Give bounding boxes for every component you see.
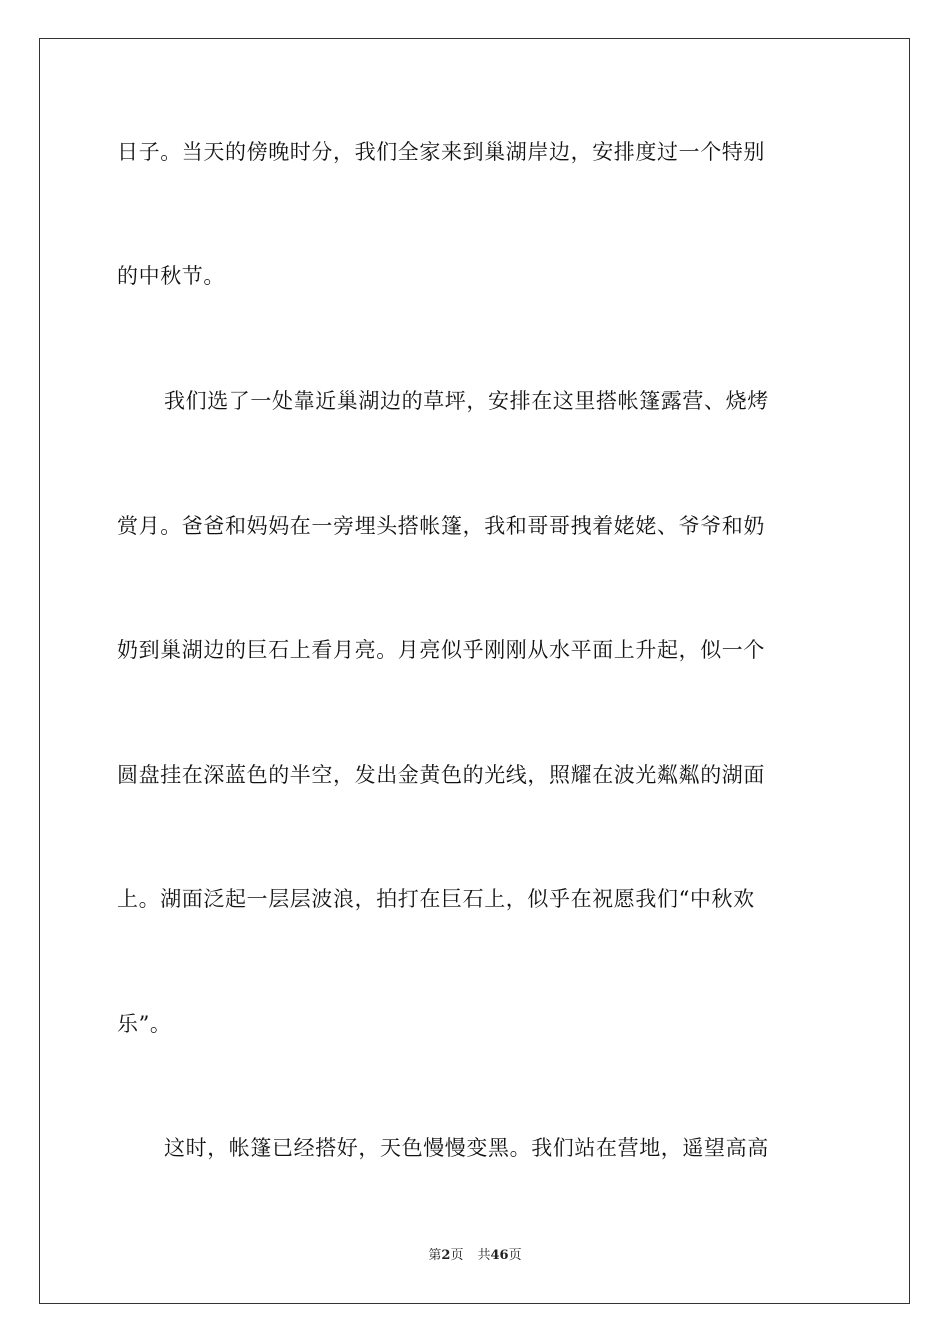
page-footer	[0, 1247, 950, 1265]
page-border	[39, 38, 910, 1304]
paragraph-line: 赏月。爸爸和妈妈在一旁埋头搭帐篷，我和哥哥拽着姥姥、爷爷和奶	[117, 514, 765, 538]
paragraph-line: 日子。当天的傍晚时分，我们全家来到巢湖岸边，安排度过一个特别	[117, 140, 765, 164]
paragraph-line: 上。湖面泛起一层层波浪，拍打在巨石上，似乎在祝愿我们“中秋欢	[117, 887, 755, 911]
paragraph-line: 这时，帐篷已经搭好，天色慢慢变黑。我们站在营地，遥望高高	[164, 1136, 769, 1160]
page-prefix: 第	[428, 1248, 442, 1263]
total-pages: 46	[490, 1248, 509, 1263]
total-suffix: 页	[508, 1248, 522, 1263]
page-number: 2	[441, 1248, 451, 1263]
paragraph-line: 乐”。	[117, 1012, 172, 1036]
page-suffix: 页	[450, 1248, 464, 1263]
total-prefix: 共	[477, 1248, 491, 1263]
paragraph-line: 奶到巢湖边的巨石上看月亮。月亮似乎刚刚从水平面上升起，似一个	[117, 638, 765, 662]
paragraph-line: 圆盘挂在深蓝色的半空，发出金黄色的光线，照耀在波光粼粼的湖面	[117, 763, 765, 787]
paragraph-line: 的中秋节。	[117, 264, 225, 288]
paragraph-line: 我们选了一处靠近巢湖边的草坪，安排在这里搭帐篷露营、烧烤	[164, 389, 769, 413]
